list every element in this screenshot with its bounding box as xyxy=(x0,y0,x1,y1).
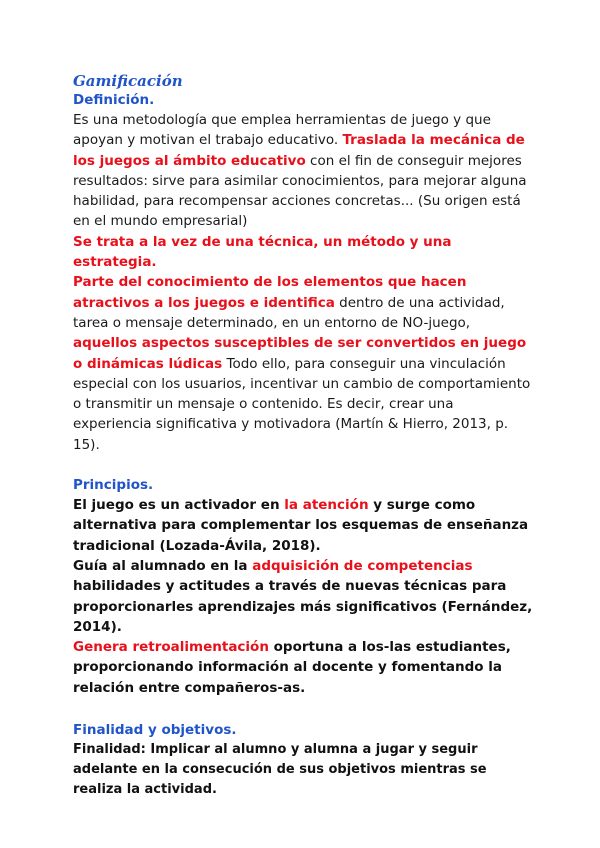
definicion-p3-text-b: dentro de una actividad, tarea o mensaje determinado, en un entorno de NO-juego, xyxy=(73,294,505,331)
finalidad-heading: Finalidad y objetivos. xyxy=(73,722,237,739)
principios-p2-text-a: Guía al alumnado en la xyxy=(73,557,253,574)
definicion-p1-highlight: Traslada la mecánica de los juegos al ámbito educativo xyxy=(73,132,525,169)
principios-p2-text-c: habilidades y actitudes a través de nuevas técnicas para proporcionarles aprendizajes más significativos (Fernández, 2014). xyxy=(73,578,533,635)
spacer xyxy=(73,455,533,475)
definicion-p3-text-d: Todo ello, para conseguir una vinculación especial con los usuarios, incentivar un cambio de comportamiento o transmitir un mensaje o contenido. Es decir, crear una experiencia significativa y motivadora (Martín & Hierro, 2013, p. 15). xyxy=(73,355,531,453)
definicion-paragraph-2 xyxy=(73,232,533,273)
principios-p3-text-b: oportuna a los-las estudiantes, proporcionando información al docente y fomentando la relación entre compañeros-as. xyxy=(73,639,511,696)
definicion-p3-highlight-c: aquellos aspectos susceptibles de ser convertidos en juego o dinámicas lúdicas xyxy=(73,335,527,372)
definicion-p2-highlight: Se trata a la vez de una técnica, un método y una estrategia. xyxy=(73,233,452,271)
definicion-p1-text-c: con el fin de conseguir mejores resultados: sirve para asimilar conocimientos, para mejorar alguna habilidad, para recompensar acciones concretas... (Su origen está en el mundo empresarial) xyxy=(73,152,527,230)
definicion-p1-text-a: Es una metodología que emplea herramientas de juego y que apoyan y motivan el trabajo educativo. xyxy=(73,112,491,149)
principios-p1-text-a: El juego es un activador en xyxy=(73,497,285,514)
principios-p1-highlight: la atención xyxy=(284,497,369,514)
principios-paragraph-1 xyxy=(73,495,533,556)
definicion-heading: Definición. xyxy=(73,92,155,108)
document-title: Gamificación xyxy=(73,72,183,90)
principios-p3-highlight: Genera retroalimentación xyxy=(73,639,269,656)
principios-paragraph-2 xyxy=(73,556,533,637)
principios-p2-highlight: adquisición de competencias xyxy=(252,557,473,574)
spacer xyxy=(73,698,533,720)
definicion-paragraph-3 xyxy=(73,272,533,455)
principios-paragraph-3 xyxy=(73,637,533,698)
principios-heading: Principios. xyxy=(73,477,154,494)
definicion-paragraph-1 xyxy=(73,110,533,232)
document-page xyxy=(73,72,533,800)
principios-p1-text-c: y surge como alternativa para complementar los esquemas de enseñanza tradicional (Lozada-Ávila, 2018). xyxy=(73,497,529,554)
definicion-p3-highlight-a: Parte del conocimiento de los elementos que hacen atractivos a los juegos e identifica xyxy=(73,274,467,311)
finalidad-paragraph-1: Finalidad: Implicar al alumno y alumna a jugar y seguir adelante en la consecución de sus objetivos mientras se realiza la actividad. xyxy=(73,742,487,798)
